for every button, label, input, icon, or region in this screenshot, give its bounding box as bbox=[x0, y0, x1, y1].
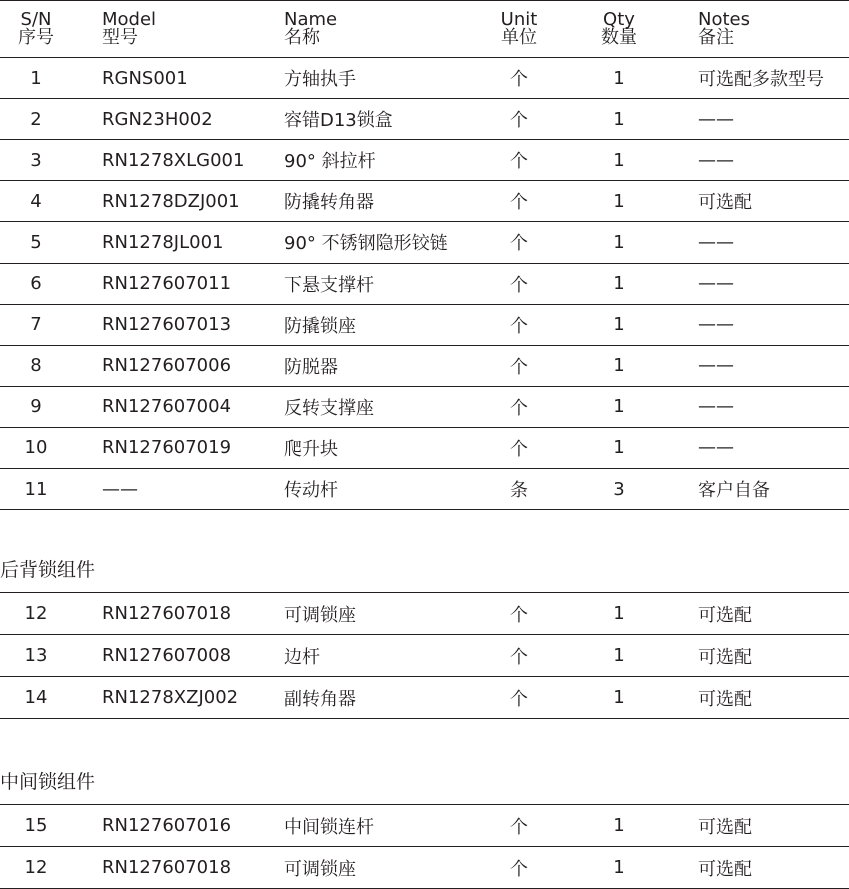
cell-model: RN127607013 bbox=[102, 314, 232, 336]
cell-name: 防脱器 bbox=[284, 356, 338, 378]
cell-model: RN1278JL001 bbox=[102, 231, 224, 253]
cell-notes: —— bbox=[698, 273, 734, 295]
cell-qty: 1 bbox=[613, 108, 625, 130]
cell-qty: 1 bbox=[613, 396, 625, 418]
cell-name: 防撬转角器 bbox=[284, 192, 374, 214]
cell-name: 90° 不锈钢隐形铰链 bbox=[284, 233, 448, 255]
cell-sn: 13 bbox=[24, 645, 48, 666]
cell-sn: 6 bbox=[30, 273, 42, 295]
cell-sn: 1 bbox=[30, 67, 42, 89]
cell-model: RN127607018 bbox=[102, 603, 232, 624]
cell-sn: 9 bbox=[30, 396, 42, 418]
cell-sn: 10 bbox=[24, 437, 48, 459]
cell-unit: 个 bbox=[510, 274, 528, 296]
cell-qty: 1 bbox=[613, 190, 625, 212]
table-rule bbox=[0, 718, 849, 719]
table-row bbox=[0, 387, 849, 427]
header-unit bbox=[480, 3, 558, 55]
cell-qty: 1 bbox=[613, 603, 625, 624]
header-name-cn: 名称 bbox=[284, 27, 320, 48]
cell-sn: 7 bbox=[30, 314, 42, 336]
cell-name: 90° 斜拉杆 bbox=[284, 151, 376, 173]
cell-unit: 个 bbox=[510, 646, 528, 668]
cell-model: RGN23H002 bbox=[102, 108, 213, 130]
header-notes bbox=[698, 3, 750, 55]
cell-notes: —— bbox=[698, 396, 734, 418]
cell-model: RN1278XLG001 bbox=[102, 149, 245, 171]
cell-unit: 个 bbox=[510, 816, 528, 838]
header-sn-cn: 序号 bbox=[18, 27, 54, 48]
cell-unit: 个 bbox=[510, 110, 528, 132]
cell-notes: —— bbox=[698, 437, 734, 459]
cell-unit: 个 bbox=[510, 69, 528, 91]
cell-sn: 5 bbox=[30, 231, 42, 253]
cell-sn: 12 bbox=[24, 603, 48, 624]
cell-model: RN127607011 bbox=[102, 273, 232, 295]
cell-model: RGNS001 bbox=[102, 67, 188, 89]
cell-qty: 1 bbox=[613, 815, 625, 836]
cell-notes: —— bbox=[698, 149, 734, 171]
cell-sn: 14 bbox=[24, 687, 48, 708]
cell-name: 可调锁座 bbox=[284, 604, 356, 626]
cell-name: 副转角器 bbox=[284, 688, 356, 710]
cell-unit: 个 bbox=[510, 397, 528, 419]
cell-unit: 个 bbox=[510, 233, 528, 255]
header-notes-cn: 备注 bbox=[698, 27, 734, 48]
cell-sn: 12 bbox=[24, 857, 48, 878]
table-top-border bbox=[0, 0, 849, 1]
cell-name: 爬升块 bbox=[284, 438, 338, 460]
cell-name: 可调锁座 bbox=[284, 858, 356, 880]
table-row bbox=[0, 181, 849, 221]
cell-notes: 可选配 bbox=[698, 858, 752, 880]
table-row bbox=[0, 305, 849, 345]
middle-lock-section-title: 中间锁组件 bbox=[0, 771, 96, 793]
table-row bbox=[0, 635, 849, 676]
cell-name: 反转支撑座 bbox=[284, 397, 374, 419]
cell-sn: 15 bbox=[24, 815, 48, 836]
cell-name: 传动杆 bbox=[284, 480, 338, 502]
header-notes-en: Notes bbox=[698, 9, 750, 30]
cell-notes: 可选配 bbox=[698, 646, 752, 668]
table-row bbox=[0, 469, 849, 509]
cell-notes: 可选配 bbox=[698, 604, 752, 626]
header-name-en: Name bbox=[284, 9, 338, 30]
cell-notes: 可选配 bbox=[698, 688, 752, 710]
table-row bbox=[0, 346, 849, 386]
cell-qty: 1 bbox=[613, 67, 625, 89]
cell-model: RN127607008 bbox=[102, 645, 232, 666]
cell-sn: 4 bbox=[30, 190, 42, 212]
cell-model: RN1278DZJ001 bbox=[102, 190, 240, 212]
table-row bbox=[0, 847, 849, 888]
cell-unit: 个 bbox=[510, 858, 528, 880]
cell-qty: 1 bbox=[613, 314, 625, 336]
cell-name: 中间锁连杆 bbox=[284, 816, 374, 838]
header-model bbox=[102, 3, 156, 55]
header-unit-en: Unit bbox=[500, 9, 538, 30]
cell-unit: 个 bbox=[510, 151, 528, 173]
cell-notes: —— bbox=[698, 108, 734, 130]
cell-unit: 个 bbox=[510, 438, 528, 460]
cell-sn: 11 bbox=[24, 478, 48, 500]
cell-sn: 2 bbox=[30, 108, 42, 130]
cell-model: RN127607004 bbox=[102, 396, 232, 418]
cell-name: 方轴执手 bbox=[284, 69, 356, 91]
header-qty-en: Qty bbox=[603, 9, 635, 30]
cell-qty: 3 bbox=[613, 478, 625, 500]
cell-notes: 可选配 bbox=[698, 192, 752, 214]
cell-notes: —— bbox=[698, 314, 734, 336]
table-row bbox=[0, 99, 849, 139]
header-sn-en: S/N bbox=[20, 9, 52, 30]
cell-model: RN1278XZJ002 bbox=[102, 687, 239, 708]
back-lock-section-title: 后背锁组件 bbox=[0, 559, 96, 581]
cell-model: RN127607016 bbox=[102, 815, 232, 836]
cell-qty: 1 bbox=[613, 645, 625, 666]
cell-name: 容错D13锁盒 bbox=[284, 110, 393, 132]
cell-qty: 1 bbox=[613, 355, 625, 377]
cell-name: 防撬锁座 bbox=[284, 315, 356, 337]
cell-qty: 1 bbox=[613, 231, 625, 253]
cell-qty: 1 bbox=[613, 437, 625, 459]
cell-name: 下悬支撑杆 bbox=[284, 274, 374, 296]
cell-sn: 3 bbox=[30, 149, 42, 171]
cell-notes: 可选配 bbox=[698, 816, 752, 838]
cell-unit: 个 bbox=[510, 192, 528, 214]
table-row bbox=[0, 593, 849, 634]
cell-notes: 可选配多款型号 bbox=[698, 69, 824, 91]
header-sn bbox=[0, 3, 72, 55]
cell-notes: 客户自备 bbox=[698, 480, 770, 502]
header-qty-cn: 数量 bbox=[601, 27, 637, 48]
header-model-en: Model bbox=[102, 9, 157, 30]
header-unit-cn: 单位 bbox=[501, 27, 537, 48]
header-model-cn: 型号 bbox=[102, 27, 138, 48]
cell-unit: 个 bbox=[510, 688, 528, 710]
table-row bbox=[0, 140, 849, 180]
cell-model: RN127607018 bbox=[102, 857, 232, 878]
cell-sn: 8 bbox=[30, 355, 42, 377]
cell-unit: 个 bbox=[510, 604, 528, 626]
header-name bbox=[284, 3, 337, 55]
cell-unit: 个 bbox=[510, 356, 528, 378]
cell-qty: 1 bbox=[613, 273, 625, 295]
table-row bbox=[0, 58, 849, 98]
table-row bbox=[0, 222, 849, 262]
cell-model: RN127607006 bbox=[102, 355, 232, 377]
cell-notes: —— bbox=[698, 231, 734, 253]
cell-model: —— bbox=[102, 478, 138, 500]
cell-name: 边杆 bbox=[284, 646, 320, 668]
cell-qty: 1 bbox=[613, 857, 625, 878]
cell-qty: 1 bbox=[613, 687, 625, 708]
table-row bbox=[0, 428, 849, 468]
table-rule bbox=[0, 509, 849, 510]
table-row bbox=[0, 805, 849, 846]
cell-unit: 个 bbox=[510, 315, 528, 337]
header-qty bbox=[580, 3, 658, 55]
cell-qty: 1 bbox=[613, 149, 625, 171]
cell-unit: 条 bbox=[510, 480, 528, 502]
table-row bbox=[0, 264, 849, 304]
table-row bbox=[0, 677, 849, 718]
cell-model: RN127607019 bbox=[102, 437, 232, 459]
cell-notes: —— bbox=[698, 355, 734, 377]
table-header bbox=[0, 3, 849, 55]
